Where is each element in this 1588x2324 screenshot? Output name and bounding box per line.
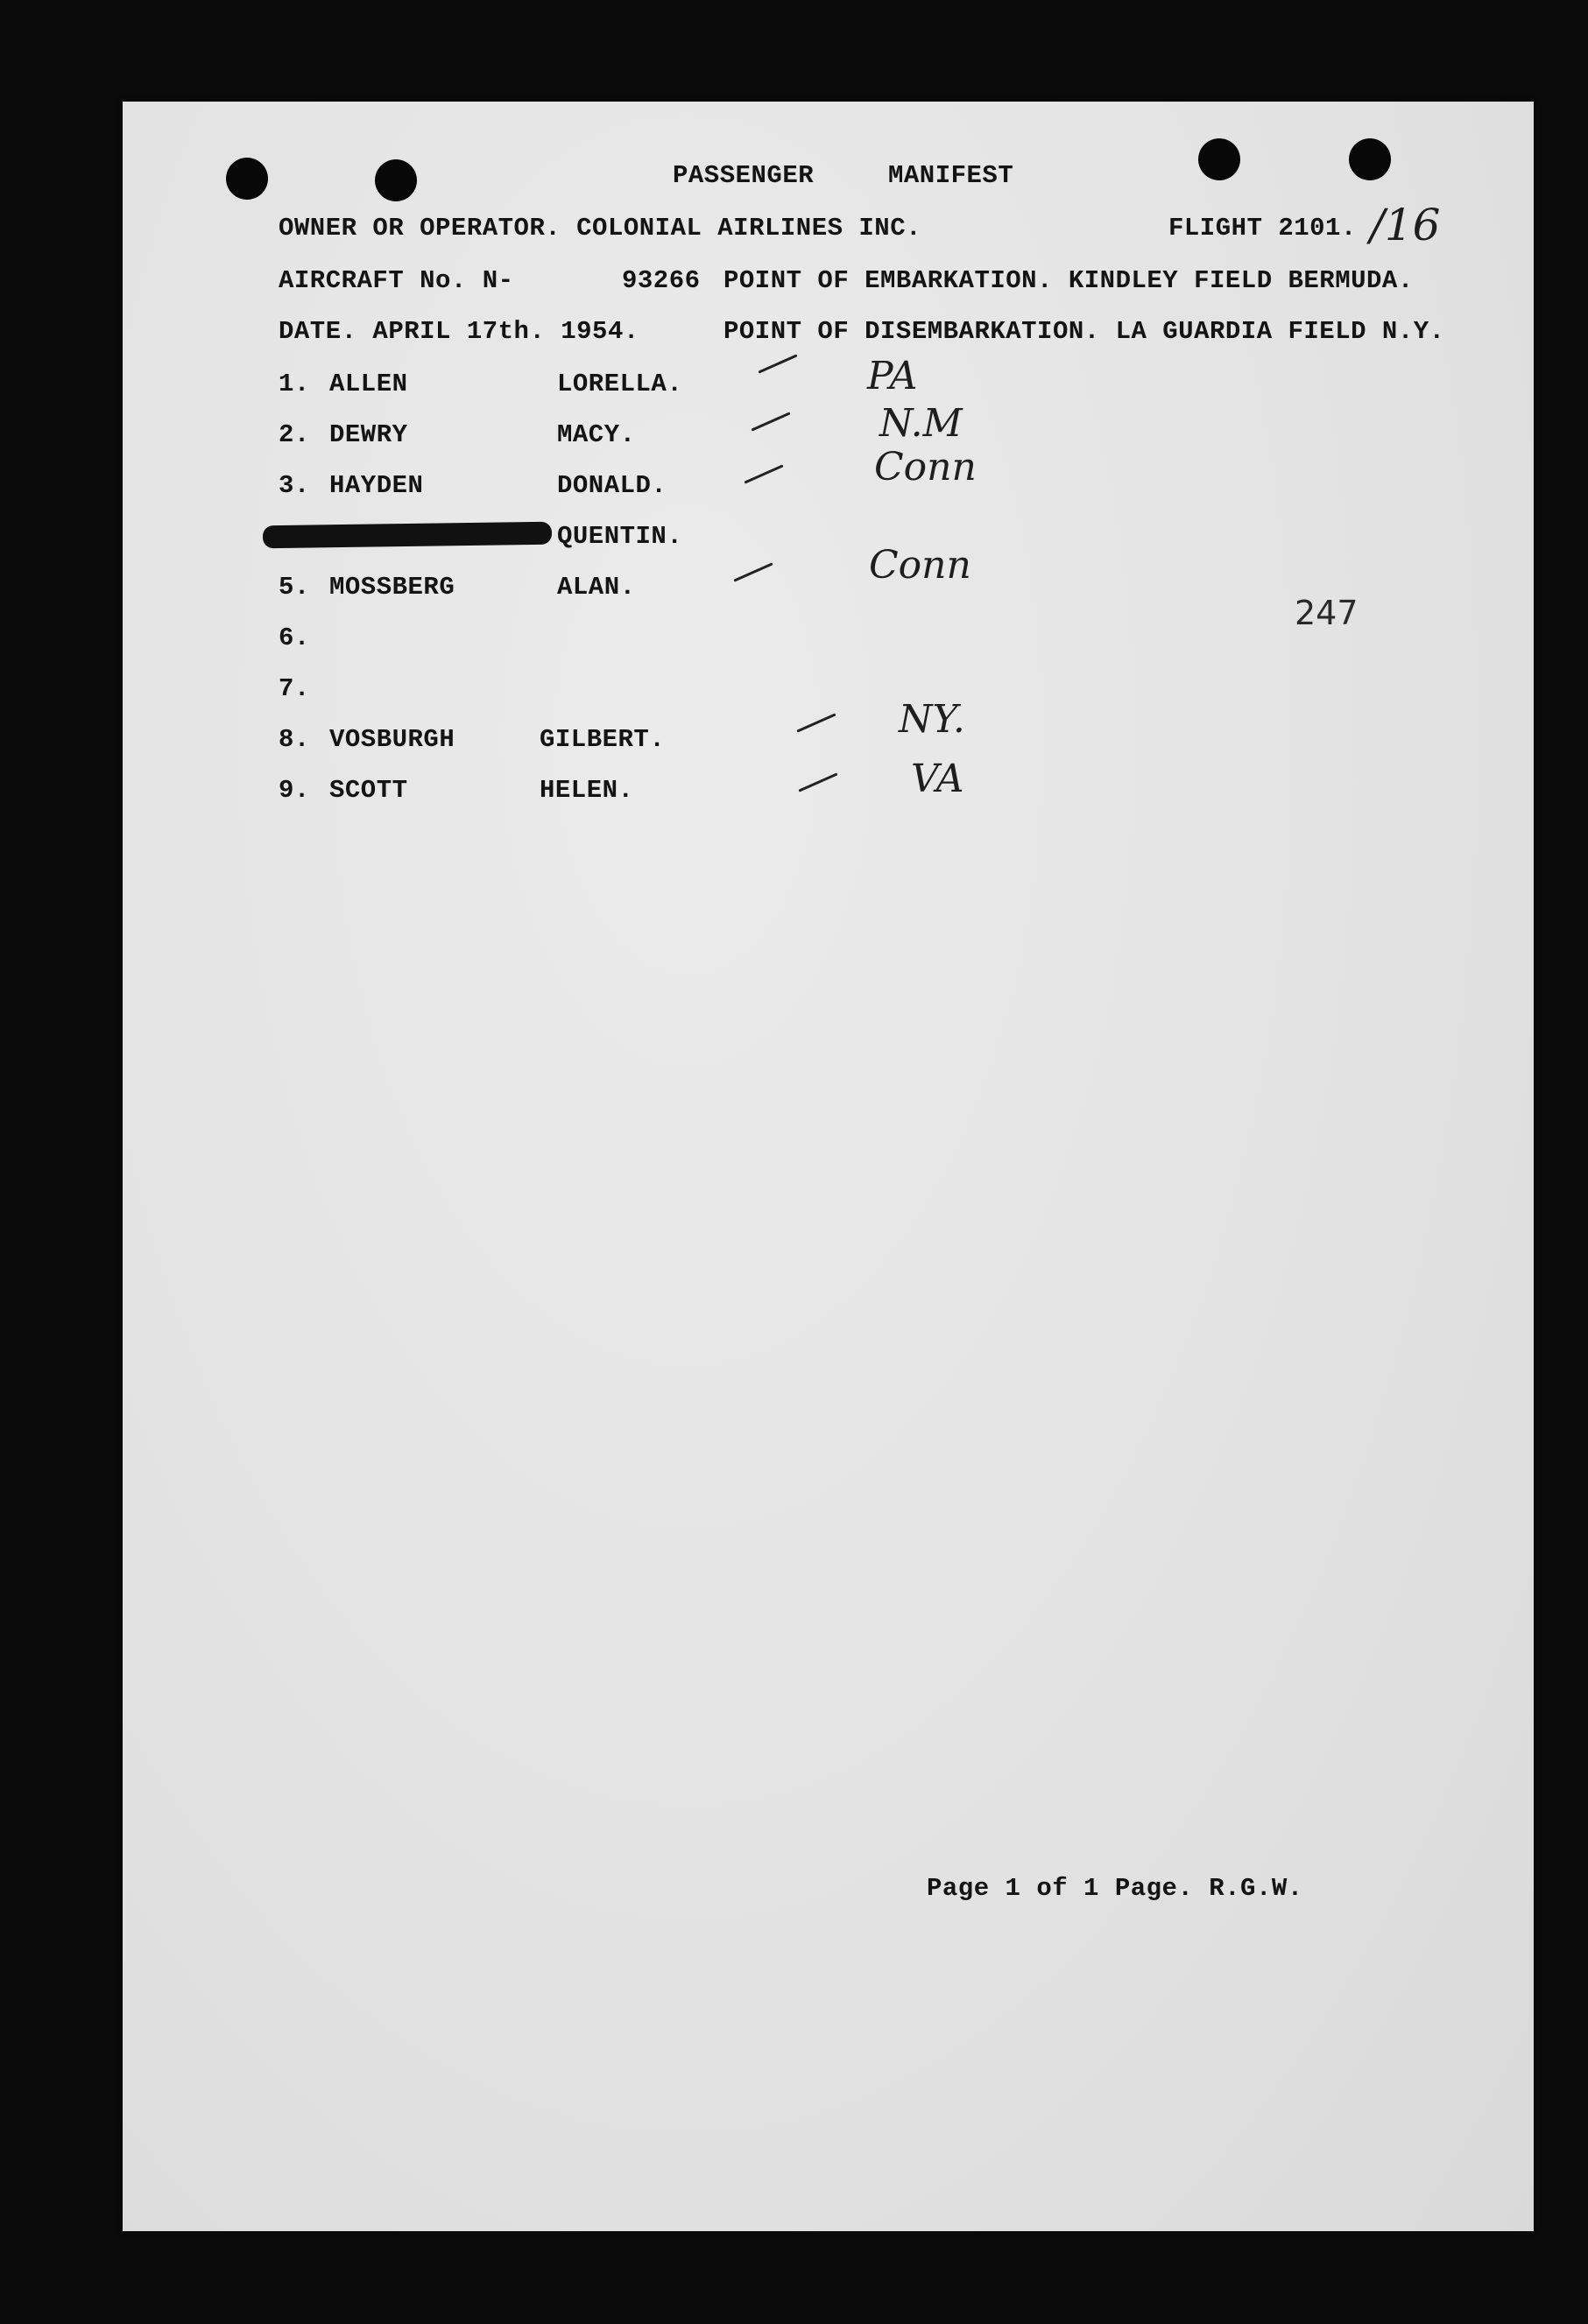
passenger-first-name: MACY. <box>557 420 636 449</box>
manifest-page <box>123 102 1534 2231</box>
passenger-first-name: ALAN. <box>557 573 636 602</box>
passenger-first-name: DONALD. <box>557 471 667 500</box>
passenger-number: 1. <box>279 370 310 398</box>
punch-hole <box>375 159 417 201</box>
passenger-first-name: GILBERT. <box>540 725 666 754</box>
punch-hole <box>1349 138 1391 180</box>
passenger-surname: SCOTT <box>329 776 408 805</box>
passenger-state-handwritten: VA <box>911 757 964 801</box>
point-of-disembarkation: POINT OF DISEMBARKATION. LA GUARDIA FIELD N.Y. <box>723 317 1445 346</box>
check-mark <box>758 354 797 373</box>
passenger-number: 8. <box>279 725 310 754</box>
passenger-surname: ALLEN <box>329 370 408 398</box>
page-footer: Page 1 of 1 Page. R.G.W. <box>927 1874 1303 1903</box>
passenger-surname: DEWRY <box>329 420 408 449</box>
check-mark <box>744 464 783 483</box>
passenger-number: 5. <box>279 573 310 602</box>
check-mark <box>798 772 837 792</box>
check-mark <box>796 713 836 732</box>
check-mark <box>751 412 790 431</box>
redaction-mark <box>263 522 552 549</box>
passenger-number: 3. <box>279 471 310 500</box>
point-of-embarkation: POINT OF EMBARKATION. KINDLEY FIELD BERMUDA. <box>723 266 1414 295</box>
passenger-first-name: QUENTIN. <box>557 522 683 551</box>
page-number-stamp: 247 <box>1295 594 1359 632</box>
passenger-first-name: HELEN. <box>540 776 634 805</box>
passenger-surname: VOSBURGH <box>329 725 455 754</box>
passenger-surname: MOSSBERG <box>329 573 455 602</box>
flight-note-handwritten: /16 <box>1370 200 1441 250</box>
title-passenger: PASSENGER <box>673 161 815 190</box>
passenger-number: 7. <box>279 674 310 703</box>
passenger-state-handwritten: PA <box>867 354 918 398</box>
flight-number: FLIGHT 2101. <box>1168 214 1357 243</box>
passenger-first-name: LORELLA. <box>557 370 683 398</box>
passenger-number: 9. <box>279 776 310 805</box>
passenger-state-handwritten: Conn <box>874 445 977 489</box>
passenger-state-handwritten: NY. <box>899 697 965 742</box>
passenger-state-handwritten: N.M <box>879 401 963 446</box>
punch-hole <box>1198 138 1240 180</box>
check-mark <box>733 562 773 581</box>
aircraft-number: 93266 <box>622 266 701 295</box>
aircraft-label: AIRCRAFT No. N- <box>279 266 514 295</box>
owner-operator: OWNER OR OPERATOR. COLONIAL AIRLINES INC. <box>279 214 922 243</box>
punch-hole <box>226 158 268 200</box>
title-manifest: MANIFEST <box>888 161 1014 190</box>
passenger-surname: HAYDEN <box>329 471 424 500</box>
passenger-state-handwritten: Conn <box>869 543 971 588</box>
passenger-number: 2. <box>279 420 310 449</box>
passenger-number: 6. <box>279 623 310 652</box>
date: DATE. APRIL 17th. 1954. <box>279 317 639 346</box>
